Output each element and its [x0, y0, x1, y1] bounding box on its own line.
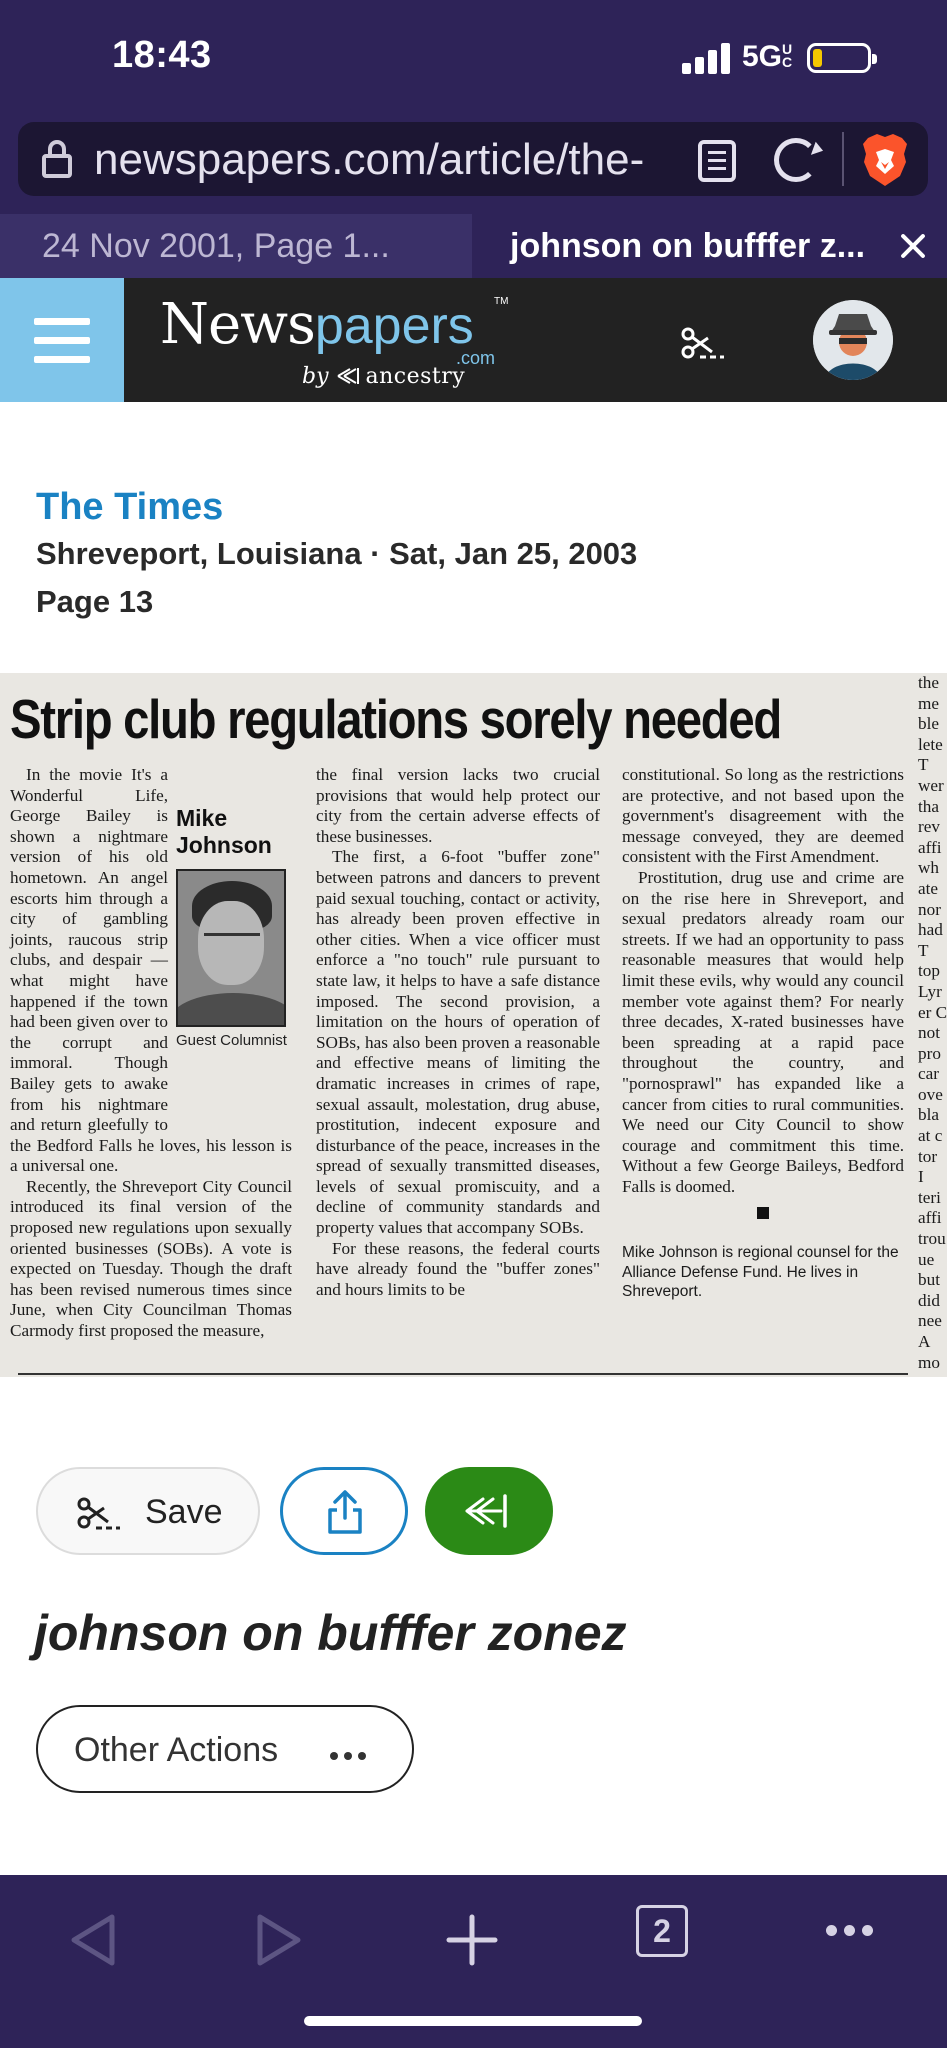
page-number[interactable]: Page 13	[36, 584, 154, 619]
more-menu-icon[interactable]	[826, 1923, 880, 1941]
adjacent-column-line: A	[918, 1332, 931, 1351]
adjacent-column-line: T	[918, 755, 929, 775]
adjacent-column-line: wer	[918, 775, 944, 795]
divider	[842, 132, 844, 186]
paragraph: the final version lacks two crucial provisions that would help protect our city from the certain adverse effects of these businesses.	[316, 765, 600, 846]
adjacent-column-line: tor	[918, 1146, 938, 1166]
share-button[interactable]	[280, 1467, 408, 1555]
network-type: 5GUC	[742, 40, 793, 73]
adjacent-column-line: at c	[918, 1126, 943, 1146]
lock-icon	[42, 140, 72, 178]
clipping-column-2	[316, 765, 600, 1300]
clipping-tool-icon	[76, 1495, 120, 1533]
adjacent-column-line: not	[918, 1023, 940, 1043]
adjacent-column-line: the	[918, 673, 939, 692]
clipping-title: johnson on bufffer zonez	[34, 1605, 627, 1661]
adjacent-column-line: nee	[918, 1311, 942, 1331]
ancestry-leaf-icon	[465, 1493, 513, 1529]
adjacent-column-line: pro	[918, 1043, 941, 1063]
paragraph: constitutional. So long as the restrictions are protective, and not based upon the government's disagreement with the message conveyed, they are deemed consistent with the First Amendment.	[622, 765, 904, 867]
clipping-column-3	[622, 765, 904, 1302]
paragraph: The first, a 6-foot "buffer zone" between patrons and dancers to prevent paid sexual touching, contact or activity, has already been proven effective in other cities. When a vice officer must enforce a "no touch" rule pursuant to state law, it helps to have a safe distance imposed. The second provision, a limitation on the hours of operation of SOBs, has also been proven a reasonable and effective means of limiting the dramatic increases in crimes of rape, sexual assault, molestation, drug abuse, prostitution, indecent exposure and disturbance of the peace, increases in the spread of sexually transmitted diseases, levels of sexual promiscuity, and a decline of community standards and property values that accompany SOBs.	[316, 847, 600, 1238]
adjacent-column-line: trou	[918, 1229, 946, 1249]
url-text[interactable]: newspapers.com/article/the-	[94, 135, 645, 184]
adjacent-column-line: T	[918, 940, 929, 960]
paragraph: Recently, the Shreveport City Council introduced its final version of the proposed new regulations upon sexually oriented businesses (SOBs). A vote is expected on Tuesday. Though the draft has been revised numerous times since June, when City Councilman Thomas Carmody first proposed the measure,	[10, 1176, 292, 1341]
tab-active-label: johnson on bufffer z...	[510, 227, 866, 265]
adjacent-column-line: nor	[918, 899, 941, 919]
ancestry-button[interactable]	[425, 1467, 553, 1555]
reader-mode-icon[interactable]	[698, 140, 736, 182]
author-box	[176, 805, 292, 1117]
address-bar-row	[0, 120, 947, 214]
save-button[interactable]	[36, 1467, 260, 1555]
adjacent-column-line: tha	[918, 796, 939, 816]
adjacent-column-line: affi	[918, 1208, 942, 1228]
more-dots-icon	[330, 1747, 372, 1765]
brave-shield-icon[interactable]	[860, 132, 910, 188]
site-header	[0, 278, 947, 402]
home-indicator	[304, 2016, 642, 2026]
adjacent-column-line: me	[918, 693, 939, 713]
paragraph: In the movie It's a Wonderful Life, George Bailey is shown a nightmare version of his old hometown. An angel escorts him through a city of gambling joints, raucous strip clubs, and despair — what might have happened if the town had been given over to the corrupt and immoral. Though Bailey gets to awake from his nightmare and return gleefully to the Bedford Falls he loves, his lesson is a universal one.	[10, 765, 292, 1176]
clipping-column-1	[10, 765, 292, 1342]
adjacent-column-line: wh	[918, 858, 940, 878]
adjacent-column-line: er C	[918, 1002, 947, 1022]
newspapers-logo[interactable]: Newspapers TM .com by ancestry	[160, 292, 509, 389]
clipping-headline: Strip club regulations sorely needed	[10, 688, 781, 750]
new-tab-icon[interactable]	[432, 1895, 512, 1985]
adjacent-column-line: affi	[918, 837, 942, 857]
adjacent-column-line: ue	[918, 1249, 935, 1269]
adjacent-column-line: but	[918, 1270, 940, 1290]
adjacent-column-line: car	[918, 1064, 939, 1084]
status-bar	[0, 0, 947, 120]
tab-strip	[0, 214, 947, 278]
newspaper-clipping[interactable]	[0, 673, 947, 1377]
other-actions-label: Other Actions	[74, 1731, 279, 1769]
author-first-name: Mike	[176, 805, 228, 831]
adjacent-column-line: bla	[918, 1105, 939, 1125]
adjacent-column-line: did	[918, 1290, 940, 1310]
author-role: Guest Columnist	[176, 1032, 287, 1049]
back-icon[interactable]	[52, 1895, 132, 1985]
tab-switcher-button[interactable]: 2	[636, 1905, 688, 1957]
hamburger-menu-button[interactable]	[0, 278, 124, 402]
publication-title[interactable]: The Times	[36, 486, 224, 528]
paragraph: For these reasons, the federal courts have already found the "buffer zones" and hours limits to be	[316, 1238, 600, 1299]
adjacent-column-line: ove	[918, 1084, 943, 1104]
divider	[18, 1373, 908, 1375]
battery-icon	[807, 43, 871, 73]
publication-location-date: Shreveport, Louisiana · Sat, Jan 25, 2003	[36, 536, 638, 571]
adjacent-column-line: had	[918, 920, 943, 940]
end-mark	[757, 1207, 769, 1219]
share-icon	[327, 1488, 363, 1536]
adjacent-column-line: top	[918, 961, 940, 981]
paragraph: Prostitution, drug use and crime are on the rise here in Shreveport, and sexual predators already roam our streets. If we had an opportunity to pass reasonable measures that would help limit these evils, why would any council member vote against them? For nearly three decades, X-rated businesses have been spreading at a rapid pace throughout the country, and "pornosprawl" has expanded like a cancer from cities to rural communities. We need our City Council to show courage and commitment this time. Without a few George Baileys, Bedford Falls is doomed.	[622, 867, 904, 1196]
adjacent-column-line: teri	[918, 1187, 941, 1207]
reload-icon[interactable]	[774, 138, 818, 182]
signal-strength-icon	[682, 42, 732, 74]
adjacent-column-fragment	[918, 673, 947, 1373]
other-actions-button[interactable]	[36, 1705, 414, 1793]
user-avatar[interactable]	[813, 300, 893, 380]
adjacent-column-line: mo	[918, 1352, 940, 1372]
close-tab-icon[interactable]	[899, 232, 927, 260]
adjacent-column-line: ate	[918, 878, 939, 898]
status-time: 18:43	[112, 34, 212, 76]
clipping-tool-icon[interactable]	[680, 324, 724, 364]
author-bio: Mike Johnson is regional counsel for the Alliance Defense Fund. He lives in Shreveport.	[622, 1244, 899, 1301]
forward-icon[interactable]	[240, 1895, 320, 1985]
tab-active[interactable]	[472, 214, 947, 278]
adjacent-column-line: lete	[918, 734, 943, 754]
adjacent-column-line: rev	[918, 817, 940, 837]
author-last-name: Johnson	[176, 832, 272, 858]
adjacent-column-line: Lyr	[918, 981, 942, 1001]
address-bar[interactable]	[18, 122, 928, 196]
adjacent-column-line: ble	[918, 714, 939, 734]
author-photo	[176, 869, 286, 1027]
adjacent-column-line: I	[918, 1167, 924, 1187]
tab-inactive[interactable]: 24 Nov 2001, Page 1...	[0, 214, 472, 278]
save-label: Save	[145, 1493, 223, 1531]
